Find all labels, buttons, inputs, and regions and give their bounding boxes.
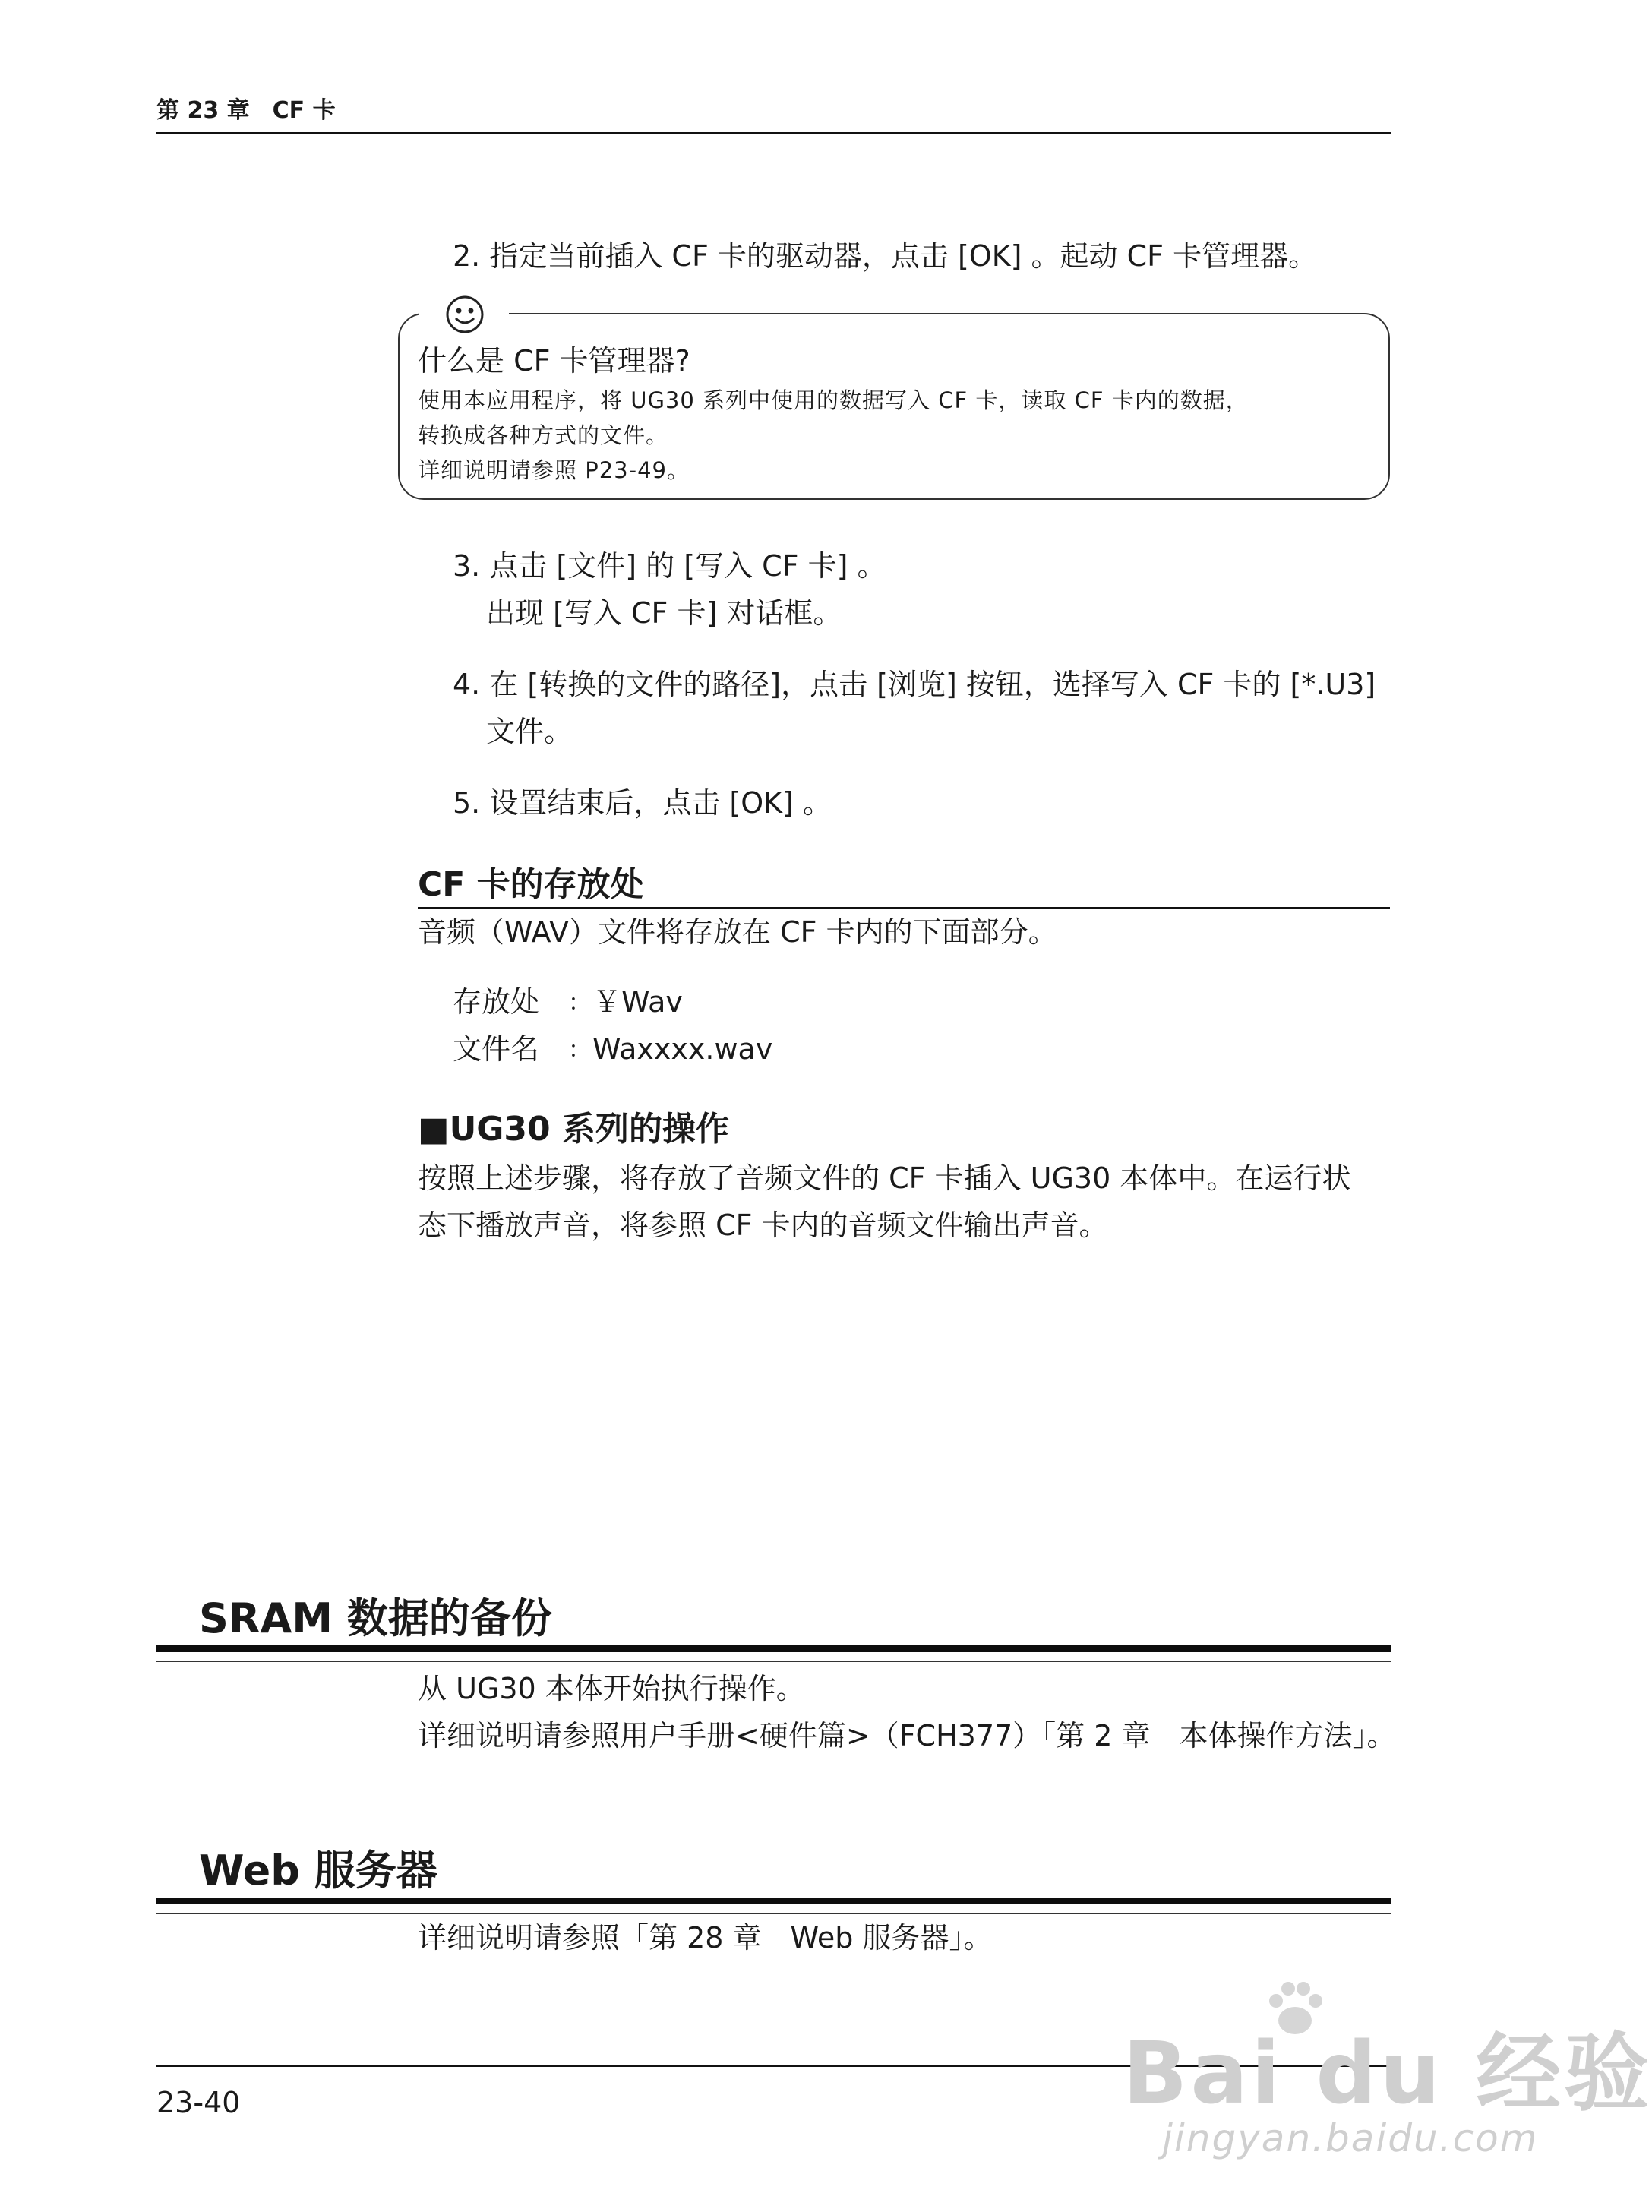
page-number: 23-40 [156, 2086, 241, 2119]
storage-intro: 音频（WAV）文件将存放在 CF 卡内的下面部分。 [418, 915, 1057, 949]
step-4-detail: 文件。 [486, 715, 573, 748]
storage-location-sep: ： [568, 990, 591, 1016]
step-5: 5. 设置结束后，点击 [OK] 。 [453, 786, 832, 820]
chapter-header: 第 23 章 CF 卡 [156, 97, 336, 124]
storage-filename-value: Waxxxx.wav [592, 1032, 773, 1066]
tip-line: 转换成各种方式的文件。 [418, 422, 669, 448]
step-4: 4. 在 [转换的文件的路径]，点击 [浏览] 按钮，选择写入 CF 卡的 [*.U3] [453, 668, 1376, 701]
tip-title: 什么是 CF 卡管理器? [418, 344, 690, 378]
operation-line: 按照上述步骤，将存放了音频文件的 CF 卡插入 UG30 本体中。在运行状 [418, 1161, 1351, 1195]
tip-line: 使用本应用程序，将 UG30 系列中使用的数据写入 CF 卡，读取 CF 卡内的数据， [418, 387, 1249, 413]
operation-line: 态下播放声音，将参照 CF 卡内的音频文件输出声音。 [418, 1209, 1108, 1242]
operation-heading: ■UG30 系列的操作 [418, 1110, 729, 1149]
step-3: 3. 点击 [文件] 的 [写入 CF 卡] 。 [453, 549, 886, 583]
sram-rule-thin [156, 1661, 1391, 1662]
tip-line: 详细说明请参照 P23-49。 [418, 457, 690, 483]
sram-line: 从 UG30 本体开始执行操作。 [418, 1672, 805, 1705]
web-line: 详细说明请参照「第 28 章 Web 服务器」。 [418, 1921, 993, 1954]
web-rule-thick [156, 1898, 1391, 1904]
storage-location-label: 存放处 [453, 985, 540, 1019]
header-rule [156, 132, 1391, 134]
storage-heading: CF 卡的存放处 [418, 865, 644, 904]
step-3-detail: 出现 [写入 CF 卡] 对话框。 [486, 596, 842, 630]
watermark-url: jingyan.baidu.com [1162, 2116, 1539, 2160]
sram-heading: SRAM 数据的备份 [199, 1594, 552, 1642]
storage-location-value: ￥Wav [592, 985, 683, 1019]
watermark-logo: Bai du 经验 [1123, 2024, 1652, 2123]
step-2: 2. 指定当前插入 CF 卡的驱动器，点击 [OK] 。起动 CF 卡管理器。 [453, 239, 1318, 273]
sram-rule-thick [156, 1645, 1391, 1652]
smiley-icon [445, 295, 485, 334]
web-heading: Web 服务器 [199, 1847, 437, 1894]
storage-filename-label: 文件名 [453, 1032, 540, 1066]
storage-filename-sep: ： [568, 1037, 591, 1063]
sram-line: 详细说明请参照用户手册<硬件篇>（FCH377）「第 2 章 本体操作方法」。 [418, 1719, 1396, 1752]
tip-body [418, 383, 1249, 488]
